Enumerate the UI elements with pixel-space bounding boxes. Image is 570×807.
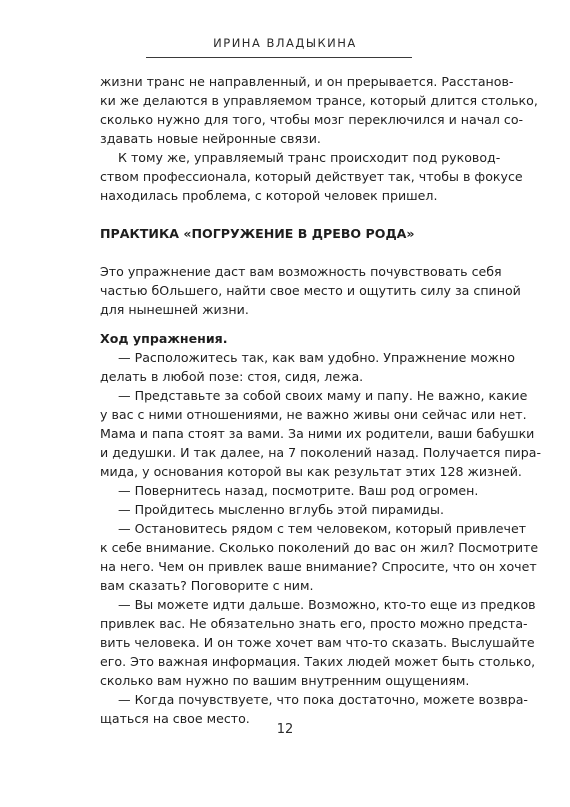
text-line: щаться на свое место. — [100, 711, 250, 726]
text-line: привлек вас. Не обязательно знать его, просто можно предста- — [100, 616, 528, 631]
header-rule — [146, 57, 412, 58]
text-line: к себе внимание. Сколько поколений до вас он жил? Посмотрите — [100, 540, 539, 555]
text-line: вам сказать? Поговорите с ним. — [100, 578, 314, 593]
text-line: делать в любой позе: стоя, сидя, лежа. — [100, 369, 364, 384]
text-line: на него. Чем он привлек ваше внимание? Спросите, что он хочет — [100, 559, 537, 574]
text-line: Мама и папа стоят за вами. За ними их родители, ваши бабушки — [100, 426, 535, 441]
step-go-further — [100, 595, 536, 690]
paragraph-trans-continuation — [100, 72, 538, 148]
text-line: К тому же, управляемый транс происходит под руковод- — [118, 150, 501, 165]
text-line: — Когда почувствуете, что пока достаточно, можете возвра- — [118, 692, 528, 707]
page-number: 12 — [276, 722, 294, 737]
text-line: его. Это важная информация. Таких людей может быть столько, — [100, 654, 536, 669]
text-line: частью бОльшего, найти свое место и ощутить силу за спиной — [100, 283, 521, 298]
step-turn-back — [100, 481, 479, 500]
text-line: вить человека. И он тоже хочет вам что-то сказать. Выслушайте — [100, 635, 535, 650]
step-walk-pyramid — [100, 500, 464, 519]
text-line: — Представьте за собой своих маму и папу. Не важно, какие — [118, 388, 528, 403]
text-line: Это упражнение даст вам возможность почувствовать себя — [100, 264, 502, 279]
text-line: — Вы можете идти дальше. Возможно, кто-то еще из предков — [118, 597, 536, 612]
practice-title: ПРАКТИКА «ПОГРУЖЕНИЕ В ДРЕВО РОДА» — [100, 226, 415, 241]
text-line: — Повернитесь назад, посмотрите. Ваш род огромен. — [118, 483, 479, 498]
text-line: жизни транс не направленный, и он прерывается. Расстанов- — [100, 74, 514, 89]
text-line: — Расположитесь так, как вам удобно. Упражнение можно — [118, 350, 515, 365]
step-get-comfortable — [100, 348, 515, 386]
paragraph-exercise-intro — [100, 262, 521, 319]
text-line: у вас с ними отношениями, не важно живы они сейчас или нет. — [100, 407, 527, 422]
text-line: ством профессионала, который действует так, чтобы в фокусе — [100, 169, 523, 184]
text-line: здавать новые нейронные связи. — [100, 131, 321, 146]
step-imagine-parents — [100, 386, 541, 481]
text-line: сколько вам нужно по вашим внутренним ощущениям. — [100, 673, 470, 688]
text-line: мида, у основания которой вы как результат этих 128 жизней. — [100, 464, 522, 479]
text-line: ки же делаются в управляемом трансе, который длится столько, — [100, 93, 538, 108]
text-line: — Остановитесь рядом с тем человеком, который привлечет — [118, 521, 527, 536]
text-line: находилась проблема, с которой человек пришел. — [100, 188, 438, 203]
paragraph-guided-trance — [100, 148, 523, 205]
text-line: и дедушки. И так далее, на 7 поколений назад. Получается пира- — [100, 445, 541, 460]
step-stop-near-person — [100, 519, 539, 595]
text-line: для нынешней жизни. — [100, 302, 249, 317]
text-line: — Пройдитесь мысленно вглубь этой пирамиды. — [118, 502, 444, 517]
text-line: сколько нужно для того, чтобы мозг переключился и начал со- — [100, 112, 524, 127]
exercise-heading: Ход упражнения. — [100, 331, 228, 346]
running-header-author: ИРИНА ВЛАДЫКИНА — [213, 36, 357, 50]
